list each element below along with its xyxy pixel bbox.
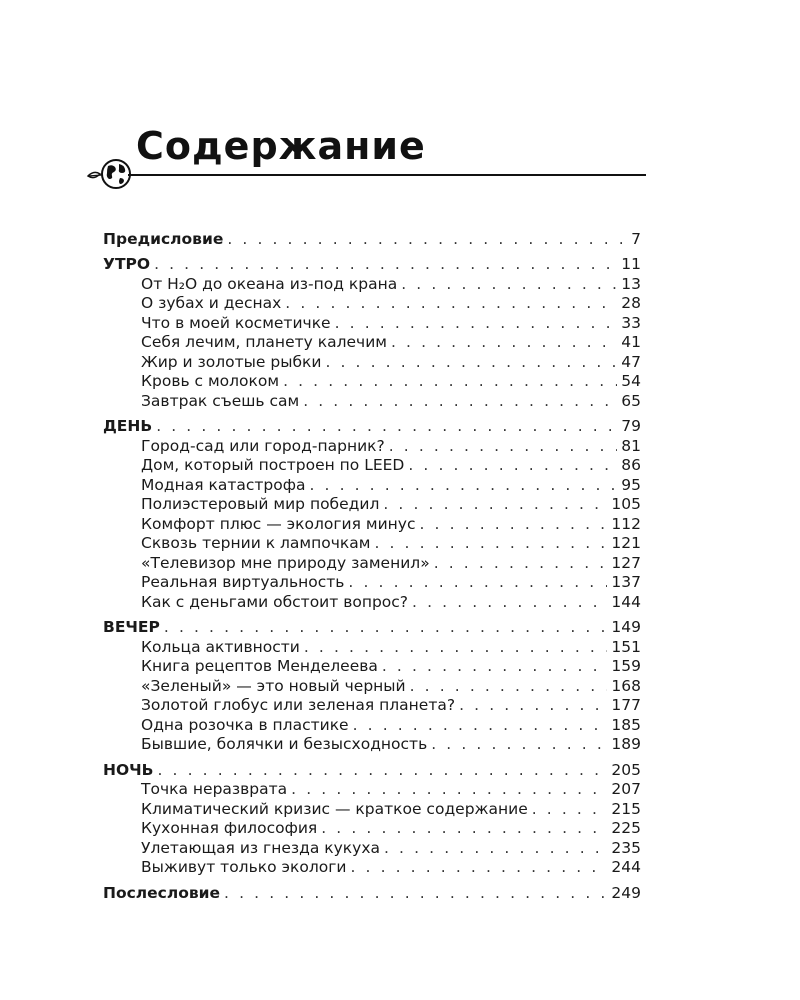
globe-icon (86, 154, 134, 194)
toc-entry[interactable] (103, 352, 641, 372)
dot-leader (350, 858, 607, 877)
toc-page-number: 7 (631, 229, 641, 248)
toc-label: Выживут только экологи (141, 858, 347, 876)
toc-entry[interactable] (103, 657, 641, 677)
dot-leader (309, 476, 617, 495)
toc-entry[interactable] (103, 274, 641, 294)
dot-leader (156, 417, 617, 436)
dot-leader (431, 735, 607, 754)
toc-entry[interactable] (103, 819, 641, 839)
toc-label: Книга рецептов Менделеева (141, 657, 378, 675)
toc-section[interactable] (103, 760, 641, 780)
toc-label: О зубах и деснах (141, 294, 282, 312)
dot-leader (532, 800, 608, 819)
toc-entry[interactable] (103, 495, 641, 515)
toc-page-number: 235 (611, 838, 641, 857)
toc-page-number: 137 (611, 573, 641, 591)
dot-leader (285, 294, 617, 313)
toc-entry[interactable] (103, 372, 641, 392)
toc-label: «Зеленый» — это новый черный (141, 676, 406, 695)
toc-page-number: 47 (621, 352, 641, 371)
toc-label: Комфорт плюс — экология минус (141, 514, 416, 533)
toc-page-number: 54 (621, 372, 641, 390)
toc-entry[interactable] (103, 715, 641, 735)
toc-section[interactable] (103, 618, 641, 638)
toc-section[interactable] (103, 417, 641, 437)
toc-label: Себя лечим, планету калечим (141, 333, 387, 351)
toc-label: «Телевизор мне природу заменил» (141, 553, 430, 572)
dot-leader (304, 638, 608, 657)
toc-page-number: 185 (611, 715, 641, 734)
toc-page-number: 41 (621, 333, 641, 351)
dot-leader (384, 839, 607, 858)
dot-leader (383, 495, 607, 514)
toc-label: Климатический кризис — краткое содержание (141, 799, 528, 818)
toc-entry[interactable] (103, 838, 641, 858)
toc-entry[interactable] (103, 333, 641, 353)
dot-leader (303, 392, 617, 411)
dot-leader (389, 437, 618, 456)
toc-page-number: 13 (621, 274, 641, 293)
dot-leader (374, 534, 607, 553)
toc-label: НОЧЬ (103, 760, 154, 779)
toc-section[interactable] (103, 229, 641, 249)
toc-entry[interactable] (103, 858, 641, 878)
dot-leader (412, 593, 607, 612)
toc-page-number: 33 (621, 313, 641, 332)
toc-section[interactable] (103, 255, 641, 275)
toc-page-number: 95 (621, 475, 641, 494)
toc-page-number: 151 (611, 637, 641, 656)
dot-leader (158, 761, 608, 780)
dot-leader (291, 780, 607, 799)
toc-label: Послесловие (103, 883, 221, 902)
dot-leader (408, 456, 617, 475)
dot-leader (335, 314, 618, 333)
toc-page-number: 112 (611, 514, 641, 533)
toc-page-number: 225 (611, 819, 641, 837)
toc-page-number: 81 (621, 436, 641, 455)
toc-label: Что в моей косметичке (141, 313, 331, 332)
dot-leader (434, 554, 608, 573)
toc-label: Золотой глобус или зеленая планета? (141, 696, 456, 714)
toc-page-number: 121 (611, 534, 641, 552)
dot-leader (321, 819, 607, 838)
toc-page-number: 215 (611, 799, 641, 818)
toc-label: Жир и золотые рыбки (141, 352, 322, 371)
toc-label: Дом, который построен по LEED (141, 456, 405, 474)
toc-label: Одна розочка в пластике (141, 715, 349, 734)
toc-label: Предисловие (103, 229, 224, 248)
toc-label: Точка неразврата (141, 780, 288, 798)
toc-label: Кольца активности (141, 637, 300, 656)
dot-leader (227, 230, 627, 249)
dot-leader (154, 255, 617, 274)
toc-label: ДЕНЬ (103, 417, 153, 435)
toc-entry[interactable] (103, 573, 641, 593)
toc-entry[interactable] (103, 391, 641, 411)
dot-leader (348, 573, 607, 592)
dot-leader (459, 696, 607, 715)
toc-entry[interactable] (103, 780, 641, 800)
dot-leader (353, 716, 608, 735)
toc-entry[interactable] (103, 456, 641, 476)
dot-leader (419, 515, 607, 534)
toc-page-number: 105 (611, 495, 641, 513)
toc-entry[interactable] (103, 294, 641, 314)
toc-entry[interactable] (103, 534, 641, 554)
toc-page-number: 244 (611, 858, 641, 876)
contents-header (86, 120, 646, 190)
toc-page-number: 65 (621, 391, 641, 410)
toc-entry[interactable] (103, 637, 641, 657)
dot-leader (224, 884, 607, 903)
toc-page-number: 86 (621, 456, 641, 474)
toc-page-number: 144 (611, 592, 641, 611)
toc-label: Улетающая из гнезда кукуха (141, 838, 380, 857)
dot-leader (382, 657, 608, 676)
toc-page-number: 127 (611, 553, 641, 572)
toc-label: Модная катастрофа (141, 475, 306, 494)
toc-page-number: 205 (611, 760, 641, 779)
toc-label: ВЕЧЕР (103, 618, 160, 636)
toc-entry[interactable] (103, 313, 641, 333)
dot-leader (391, 333, 617, 352)
dot-leader (164, 618, 608, 637)
toc-entry[interactable] (103, 436, 641, 456)
toc-label: Сквозь тернии к лампочкам (141, 534, 371, 552)
toc-label: Город-сад или город-парник? (141, 436, 385, 455)
dot-leader (401, 275, 617, 294)
toc-page-number: 159 (611, 657, 641, 675)
toc-entry[interactable] (103, 592, 641, 612)
toc-page-number: 249 (611, 883, 641, 902)
toc-page-number: 207 (611, 780, 641, 798)
dot-leader (410, 677, 608, 696)
toc-entry[interactable] (103, 676, 641, 696)
toc-entry[interactable] (103, 696, 641, 716)
toc-page-number: 177 (611, 696, 641, 714)
toc-label: Бывшие, болячки и безысходность (141, 735, 428, 753)
toc-section[interactable] (103, 883, 641, 903)
toc-entry[interactable] (103, 553, 641, 573)
toc-entry[interactable] (103, 475, 641, 495)
toc-label: Как с деньгами обстоит вопрос? (141, 592, 409, 611)
toc-page-number: 28 (621, 294, 641, 312)
toc-label: УТРО (103, 255, 151, 273)
toc-page-number: 168 (611, 676, 641, 695)
page-title: Содержание (136, 124, 426, 168)
dot-leader (325, 353, 617, 372)
dot-leader (283, 372, 617, 391)
toc-label: Кухонная философия (141, 819, 318, 837)
toc-page-number: 149 (611, 618, 641, 636)
toc-page-number: 79 (621, 417, 641, 435)
toc-entry[interactable] (103, 735, 641, 755)
toc-label: Завтрак съешь сам (141, 391, 300, 410)
toc-entry[interactable] (103, 514, 641, 534)
toc-page-number: 189 (611, 735, 641, 753)
toc-label: Полиэстеровый мир победил (141, 495, 380, 513)
toc-entry[interactable] (103, 799, 641, 819)
table-of-contents (103, 229, 641, 903)
toc-label: Кровь с молоком (141, 372, 280, 390)
toc-label: От H₂O до океана из-под крана (141, 274, 398, 293)
toc-label: Реальная виртуальность (141, 573, 345, 591)
toc-page-number: 11 (621, 255, 641, 273)
title-rule (128, 174, 646, 176)
